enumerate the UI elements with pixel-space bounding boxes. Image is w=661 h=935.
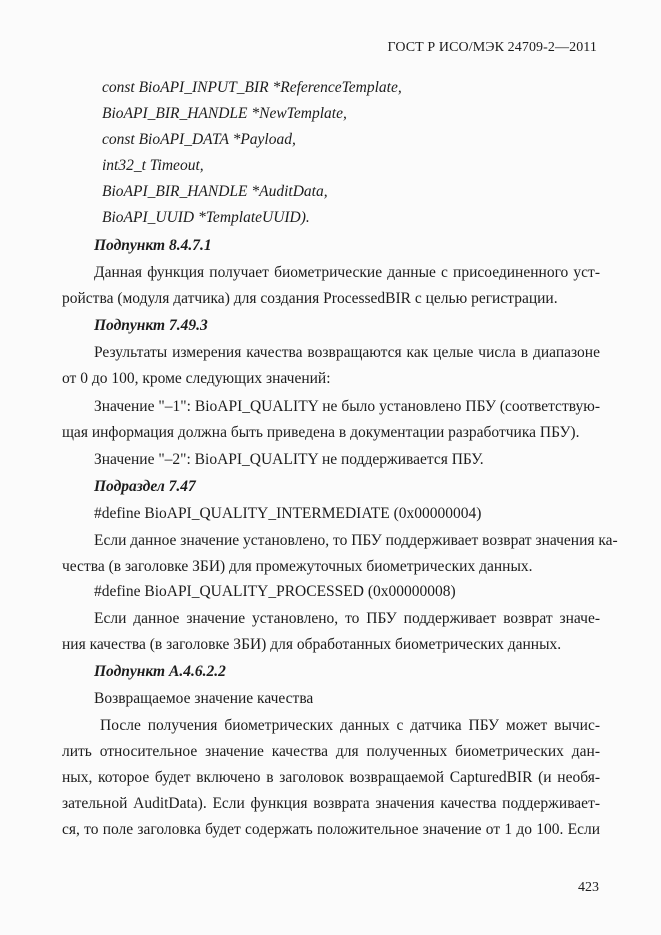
subsection-heading: Подпункт А.4.6.2.2 (94, 663, 226, 680)
subsection-heading: Подраздел 7.47 (94, 478, 196, 495)
code-line: BioAPI_UUID *TemplateUUID). (102, 209, 310, 226)
define-line: #define BioAPI_QUALITY_INTERMEDIATE (0x00000004) (94, 505, 482, 522)
paragraph-line: от 0 до 100, кроме следующих значений: (62, 370, 331, 387)
paragraph-line: После получения биометрических данных с датчика ПБУ может вычис- (100, 717, 600, 734)
paragraph-line: ных, которое будет включено в заголовок возвращаемой CapturedBIR (и необя- (62, 769, 600, 786)
page-number: 423 (578, 880, 599, 895)
subsection-heading: Подпункт 7.49.3 (94, 317, 208, 334)
paragraph-line: щая информация должна быть приведена в документации разработчика ПБУ). (62, 424, 580, 441)
code-line: const BioAPI_INPUT_BIR *ReferenceTemplate, (102, 79, 402, 96)
paragraph-line: Значение "–2": BioAPI_QUALITY не поддерживается ПБУ. (94, 451, 484, 468)
paragraph-line: зательной AuditData). Если функция возврата значения качества поддерживает- (62, 795, 600, 812)
paragraph-line: Значение "–1": BioAPI_QUALITY не было установлено ПБУ (соответствую- (94, 398, 600, 415)
paragraph-title: Возвращаемое значение качества (94, 690, 314, 707)
paragraph-line: Результаты измерения качества возвращаются как целые числа в диапазоне (94, 344, 600, 361)
paragraph-line: ройства (модуля датчика) для создания ProcessedBIR с целью регистрации. (62, 290, 558, 307)
paragraph-line: Если данное значение установлено, то ПБУ поддерживает возврат значе- (94, 610, 600, 627)
document-header: ГОСТ Р ИСО/МЭК 24709-2—2011 (387, 40, 597, 55)
paragraph-line: ния качества (в заголовке ЗБИ) для обработанных биометрических данных. (62, 636, 562, 653)
paragraph-line: ся, то поле заголовка будет содержать положительное значение от 1 до 100. Если (62, 821, 600, 838)
paragraph-line: чества (в заголовке ЗБИ) для промежуточных биометрических данных. (62, 558, 533, 575)
paragraph-line: Если данное значение установлено, то ПБУ поддерживает возврат значения ка- (94, 532, 618, 549)
code-line: BioAPI_BIR_HANDLE *NewTemplate, (102, 105, 347, 122)
code-line: BioAPI_BIR_HANDLE *AuditData, (102, 183, 328, 200)
code-line: int32_t Timeout, (102, 157, 204, 174)
paragraph-line: лить относительное значение качества для полученных биометрических дан- (62, 743, 600, 760)
code-line: const BioAPI_DATA *Payload, (102, 131, 296, 148)
define-line: #define BioAPI_QUALITY_PROCESSED (0x00000008) (94, 583, 456, 600)
paragraph-line: Данная функция получает биометрические данные с присоединенного уст- (94, 264, 600, 281)
subsection-heading: Подпункт 8.4.7.1 (94, 237, 212, 254)
